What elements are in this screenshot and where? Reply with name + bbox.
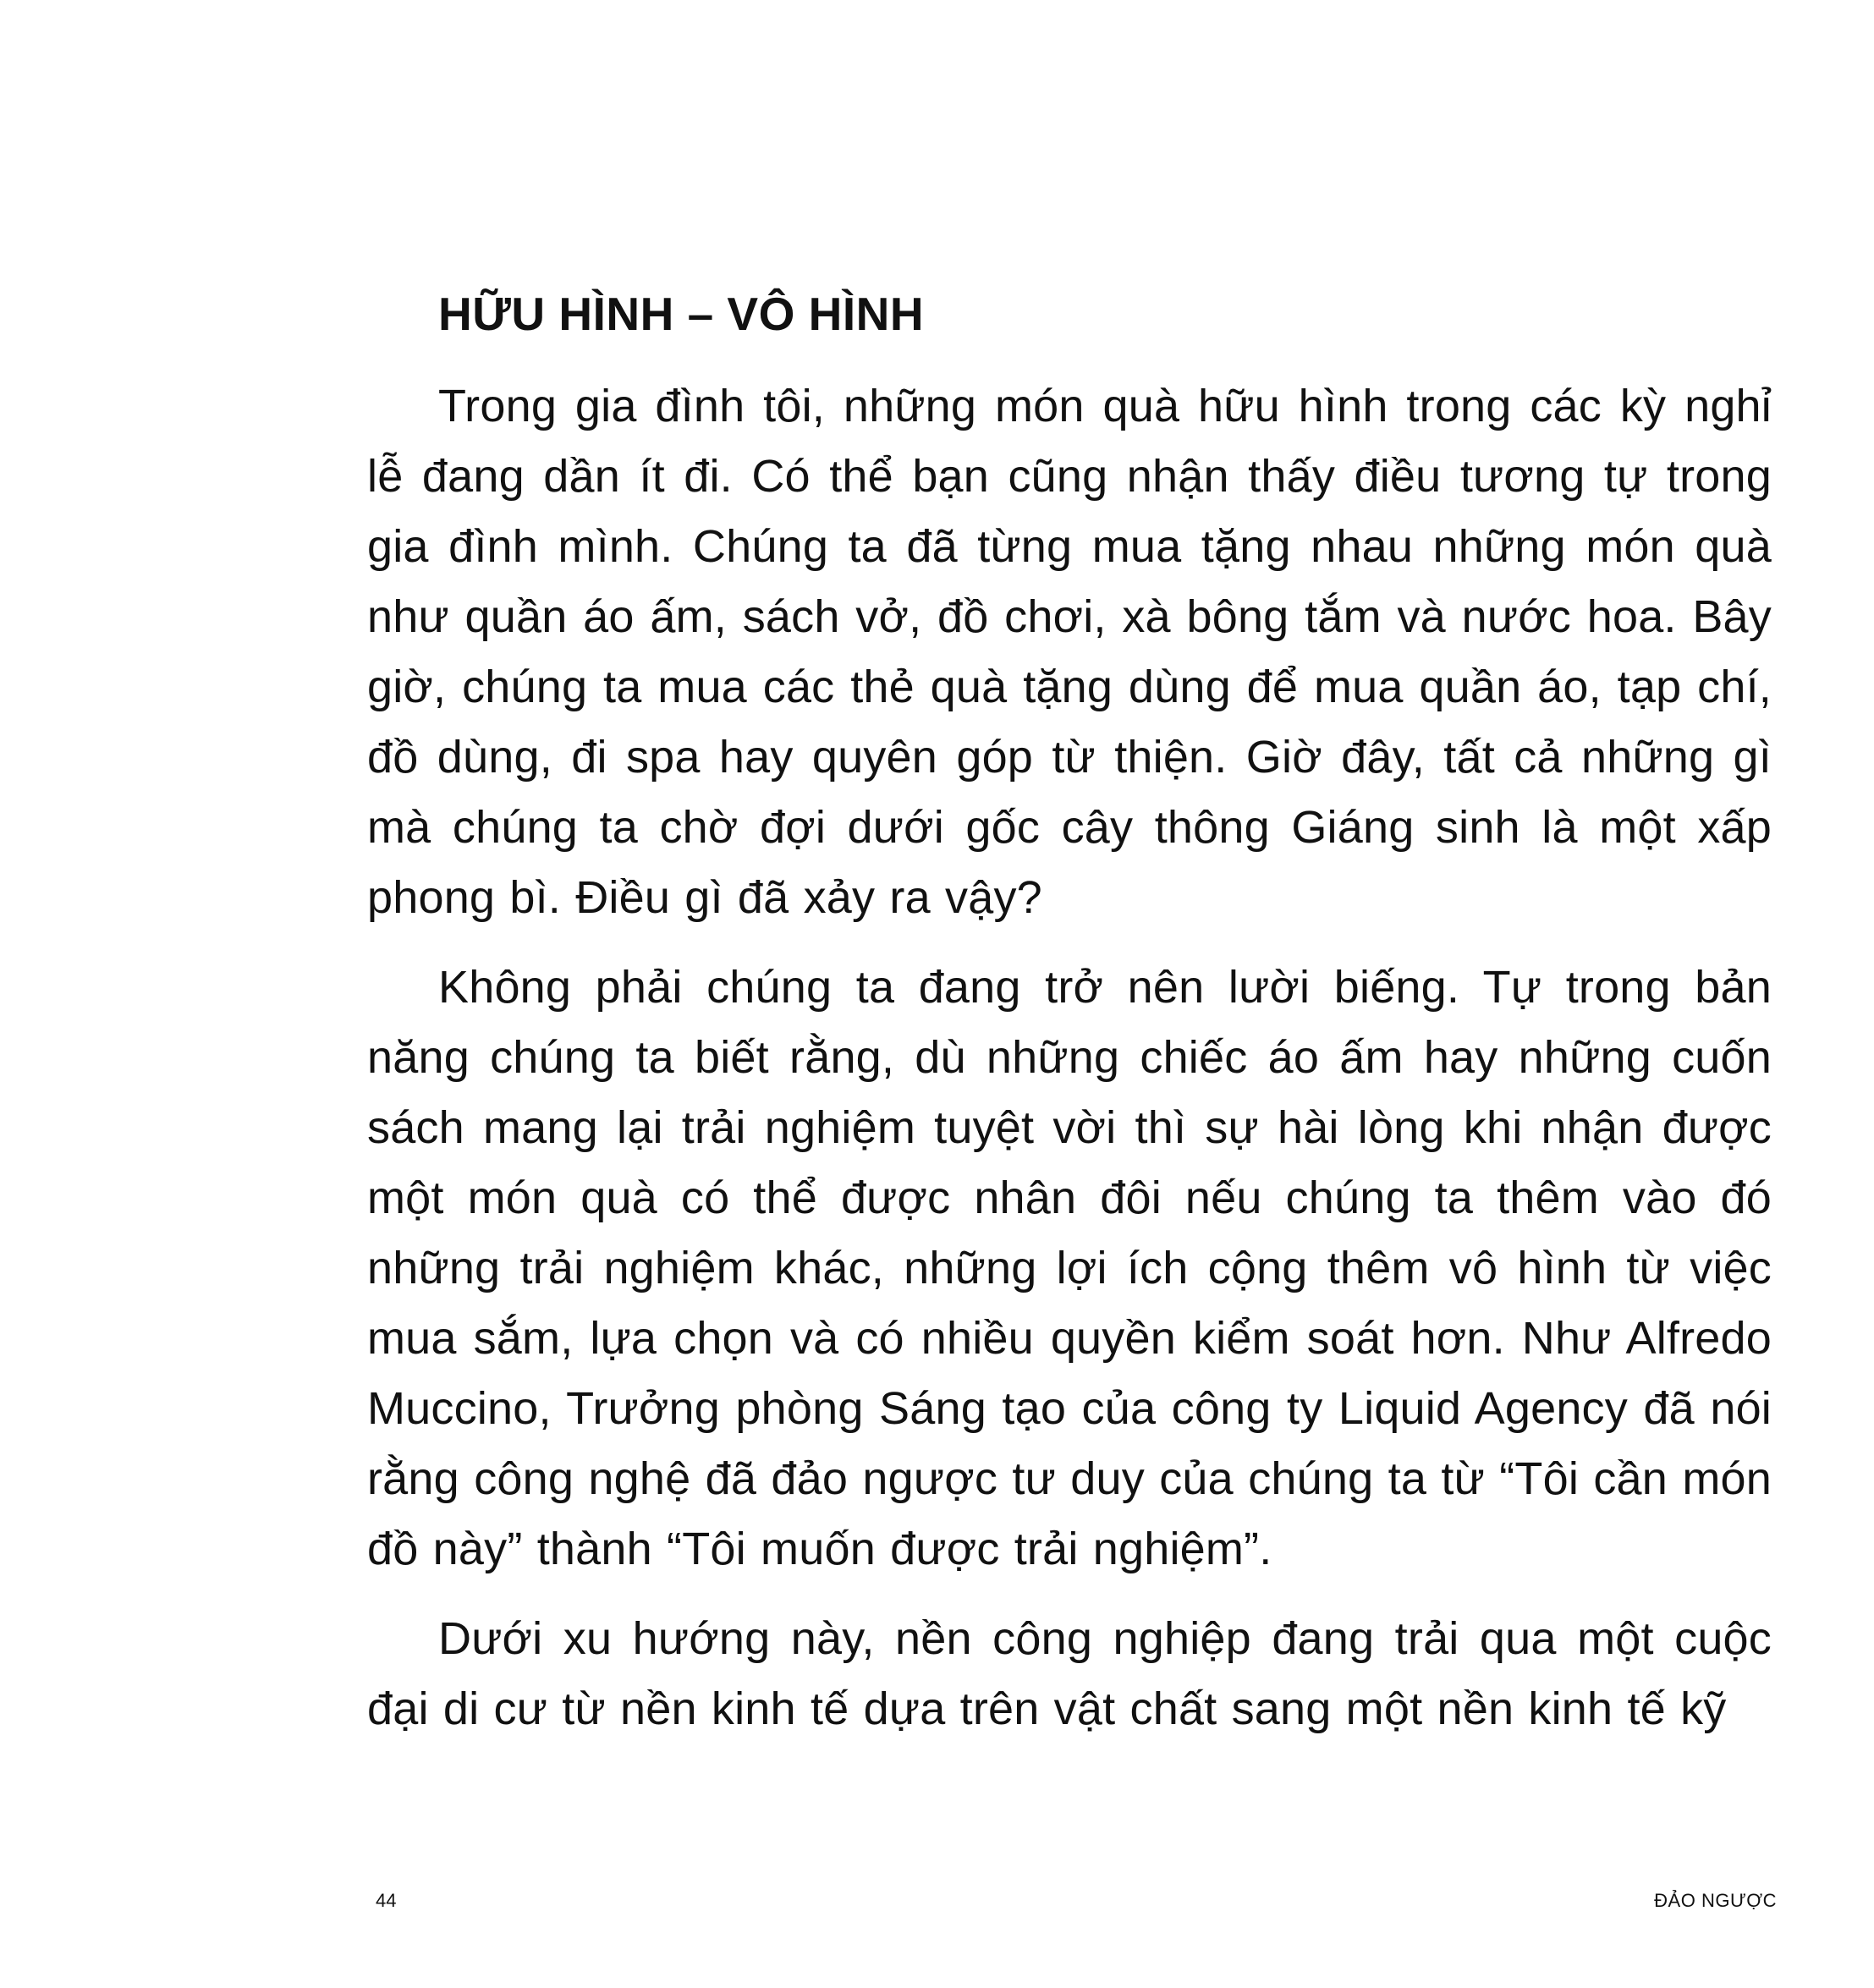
paragraph-3: Dưới xu hướng này, nền công nghiệp đang trải qua một cuộc đại di cư từ nền kinh tế dựa trên vật chất sang một nền kinh tế kỹ [367,1613,1772,1734]
paragraph-1: Trong gia đình tôi, những món quà hữu hình trong các kỳ nghỉ lễ đang dần ít đi. Có thể bạn cũng nhận thấy điều tương tự trong gia đình mình. Chúng ta đã từng mua tặng nhau những món quà như quần áo ấm, sách vở, đồ chơi, xà bông tắm và nước hoa. Bây giờ, chúng ta mua các thẻ quà tặng dùng để mua quần áo, tạp chí, đồ dùng, đi spa hay quyên góp từ thiện. Giờ đây, tất cả những gì mà chúng ta chờ đợi dưới gốc cây thông Giáng sinh là một xấp phong bì. Điều gì đã xảy ra vậy? [367,381,1772,923]
page-number: 44 [376,1890,397,1911]
running-footer-title: ĐẢO NGƯỢC [1654,1890,1777,1911]
paragraph-2: Không phải chúng ta đang trở nên lười biếng. Tự trong bản năng chúng ta biết rằng, dù những chiếc áo ấm hay những cuốn sách mang lại trải nghiệm tuyệt vời thì sự hài lòng khi nhận được một món quà có thể được nhân đôi nếu chúng ta thêm vào đó những trải nghiệm khác, những lợi ích cộng thêm vô hình từ việc mua sắm, lựa chọn và có nhiều quyền kiểm soát hơn. Như Alfredo Muccino, Trưởng phòng Sáng tạo của công ty Liquid Agency đã nói rằng công nghệ đã đảo ngược tư duy của chúng ta từ “Tôi cần món đồ này” thành “Tôi muốn được trải nghiệm”. [367,962,1772,1574]
section-heading: HỮU HÌNH – VÔ HÌNH [438,288,925,340]
